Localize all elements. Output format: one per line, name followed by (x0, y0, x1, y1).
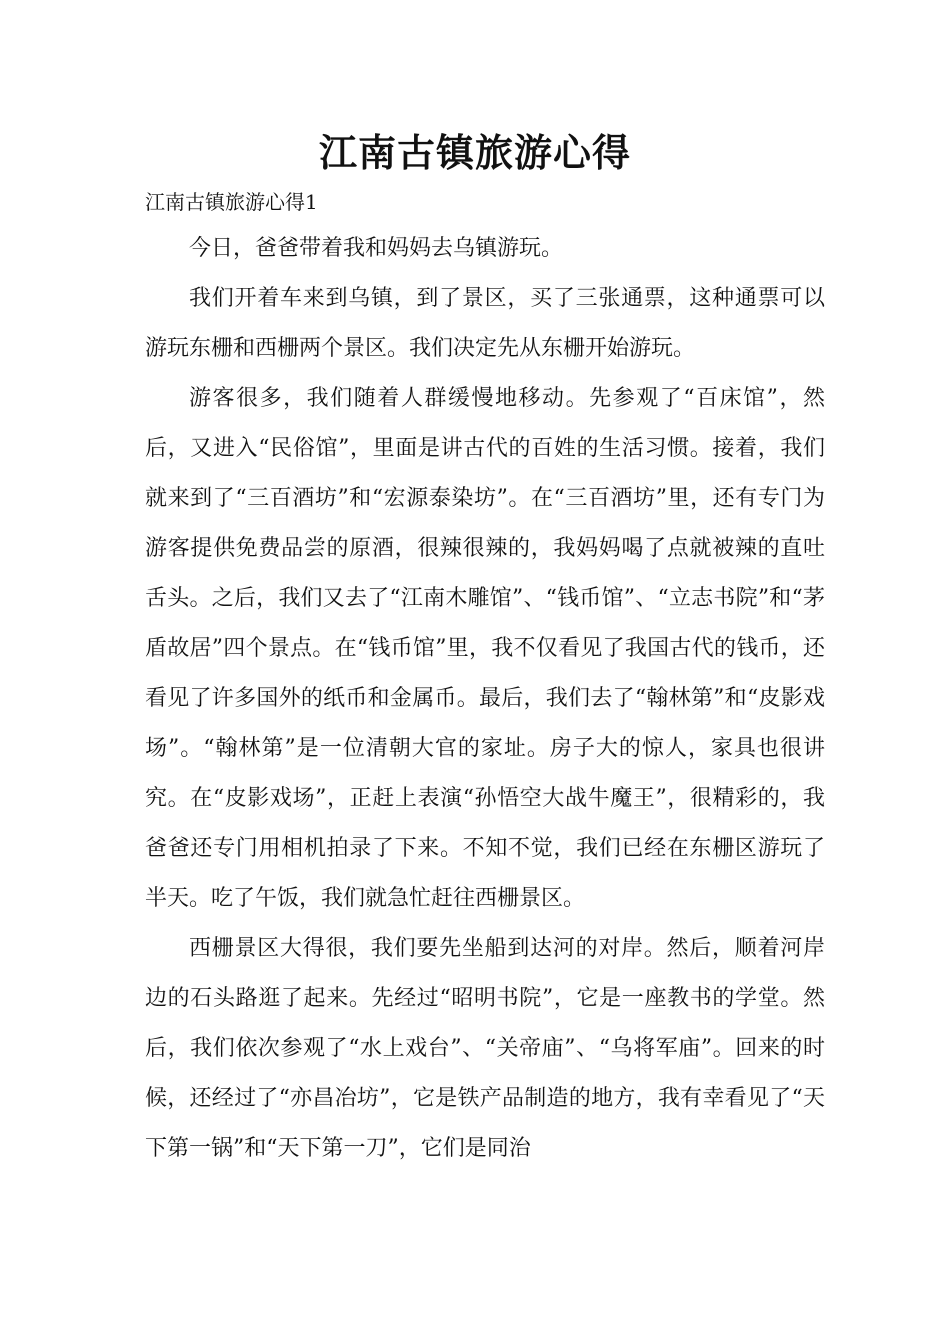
paragraph: 游客很多，我们随着人群缓慢地移动。先参观了“百床馆”，然后，又进入“民俗馆”，里面是讲古代的百姓的生活习惯。接着，我们就来到了“三百酒坊”和“宏源泰染坊”。在“三百酒坊”里，还有专门为游客提供免费品尝的原酒，很辣很辣的，我妈妈喝了点就被辣的直吐舌头。之后，我们又去了“江南木雕馆”、“钱币馆”、“立志书院”和“茅盾故居”四个景点。在“钱币馆”里，我不仅看见了我国古代的钱币，还看见了许多国外的纸币和金属币。最后，我们去了“翰林第”和“皮影戏场”。“翰林第”是一位清朝大官的家址。房子大的惊人，家具也很讲究。在“皮影戏场”，正赶上表演“孙悟空大战牛魔王”，很精彩的，我爸爸还专门用相机拍录了下来。不知不觉，我们已经在东栅区游玩了半天。吃了午饭，我们就急忙赶往西栅景区。 (145, 386, 825, 911)
document-title: 江南古镇旅游心得 (318, 130, 631, 175)
paragraph: 我们开着车来到乌镇，到了景区，买了三张通票，这种通票可以游玩东栅和西栅两个景区。我们决定先从东栅开始游玩。 (145, 286, 825, 361)
paragraph: 今日，爸爸带着我和妈妈去乌镇游玩。 (189, 236, 564, 261)
document-body (145, 180, 825, 1174)
paragraph: 西栅景区大得很，我们要先坐船到达河的对岸。然后，顺着河岸边的石头路逛了起来。先经过“昭明书院”，它是一座教书的学堂。然后，我们依次参观了“水上戏台”、“关帝庙”、“乌将军庙”。回来的时候，还经过了“亦昌冶坊”，它是铁产品制造的地方，我有幸看见了“天下第一锅”和“天下第一刀”，它们是同治 (145, 936, 825, 1161)
section-heading: 江南古镇旅游心得1 (145, 190, 318, 214)
